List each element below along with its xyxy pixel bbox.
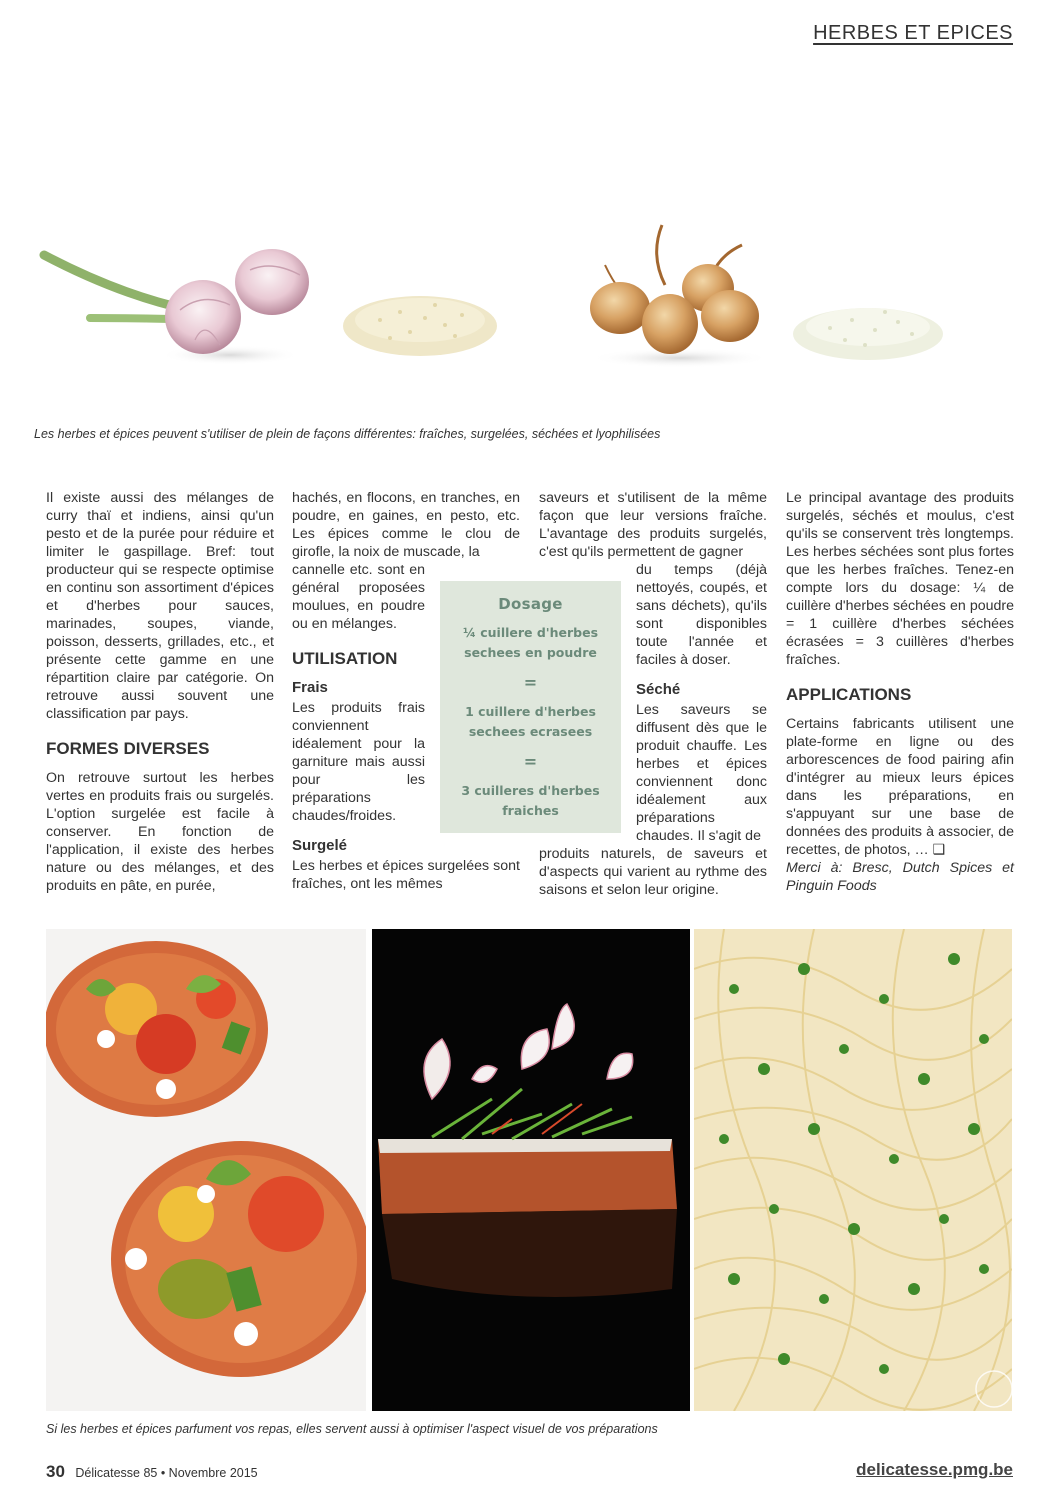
- dosage-item: ¼ cuillere d'herbes sechees en poudre: [462, 625, 599, 660]
- paragraph: Les saveurs se diffusent dès que le produit chauffe. Les herbes et épices conviennent donc idéalement aux préparations chaudes. Il s'agit de: [636, 702, 767, 844]
- paragraph: cannelle etc. sont en général proposées moulues, en poudre ou en mélanges.: [292, 562, 425, 632]
- dosage-item: 3 cuilleres d'herbes fraiches: [461, 783, 600, 818]
- dosage-title: Dosage: [498, 595, 563, 613]
- footer-left: [46, 1462, 258, 1482]
- paragraph: produits naturels, de saveurs et d'aspects qui varient au rythme des saisons et selon leur origine.: [539, 846, 767, 898]
- text-column-1: [46, 489, 274, 895]
- page-number: 30: [46, 1462, 65, 1481]
- subheading-seche: Séché: [636, 681, 681, 698]
- spaghetti-photo: [694, 929, 1012, 1411]
- equals-sign: =: [523, 673, 538, 692]
- paragraph: saveurs et s'utilisent de la même façon que leur versions fraîche. L'avantage des produits surgelés, c'est qu'ils permettent de gagner: [539, 490, 767, 560]
- paragraph: Certains fabricants utilisent une plate-forme en ligne ou des arborescences de food pairing afin d'intégrer au mieux leurs épices dans les préparations, en s'appuyant sur une base de données des produits à associer, de recettes, de photos, … ❑: [786, 716, 1014, 858]
- credits: Merci à: Bresc, Dutch Spices et Pinguin Foods: [786, 860, 1014, 894]
- tomato-dish-photo: [46, 929, 366, 1411]
- paragraph: du temps (déjà nettoyés, coupés, et sans déchets), qu'ils sont disponibles toute l'année et faciles à doser.: [636, 562, 767, 668]
- paragraph: Le principal avantage des produits surgelés, séchés et moulus, c'est qu'ils se conservent très longtemps. Les herbes séchées sont plus fortes que les herbes fraîches. Tenez-en compte lors du dosage: ¼ de cuillère d'herbes séchées en poudre = 1 cuillère d'herbes séchées écrasées = 3 cuillères d'herbes fraîches.: [786, 490, 1014, 668]
- subheading-surgele: Surgelé: [292, 837, 348, 854]
- equals-sign: =: [523, 752, 538, 771]
- text-column-4: [786, 489, 1014, 895]
- publication-info: Délicatesse 85 • Novembre 2015: [75, 1466, 258, 1480]
- paragraph: Il existe aussi des mélanges de curry thaï et indiens, ainsi qu'un pesto et de la purée pour réduire et limiter le gaspillage. Bref: tout producteur qui se respecte optimise en continu son assortiment d'épices et d'herbes pour sauces, marinades, soupes, viande, poisson, desserts, grillades, etc., et présente cette gamme en une répartition claire par catégorie. On retrouve aussi souvent une classification par pays.: [46, 490, 274, 722]
- top-photo-caption: Les herbes et épices peuvent s'utiliser de plein de façons différentes: fraîches, surgelées, séchées et lyophilisées: [34, 427, 661, 441]
- heading-applications: APPLICATIONS: [786, 685, 912, 704]
- section-title: HERBES ET EPICES: [813, 22, 1013, 44]
- dosage-box: [440, 581, 621, 833]
- subheading-frais: Frais: [292, 679, 328, 696]
- paragraph: Les produits frais conviennent idéalement pour la garniture mais aussi pour les préparations chaudes/froides.: [292, 700, 425, 824]
- bottom-photos-caption: Si les herbes et épices parfument vos repas, elles servent aussi à optimiser l'aspect visuel de vos préparations: [46, 1422, 658, 1436]
- fried-canape-photo: [372, 929, 690, 1411]
- dosage-item: 1 cuillere d'herbes sechees ecrasees: [465, 704, 596, 739]
- herbs-forms-photo: [0, 200, 1058, 400]
- paragraph: On retrouve surtout les herbes vertes en produits frais ou surgelés. L'option surgelée est facile à conserver. En fonction de l'application, il existe des herbes nature ou des mélanges, et des produits en pâte, en purée,: [46, 770, 274, 894]
- paragraph: Les herbes et épices surgelées sont fraîches, ont les mêmes: [292, 858, 520, 892]
- website-link[interactable]: delicatesse.pmg.be: [856, 1460, 1013, 1479]
- heading-formes-diverses: FORMES DIVERSES: [46, 739, 210, 758]
- heading-utilisation: UTILISATION: [292, 649, 398, 668]
- paragraph: hachés, en flocons, en tranches, en poudre, en gaines, en pesto, etc. Les épices comme le clou de girofle, la noix de muscade, la: [292, 490, 520, 560]
